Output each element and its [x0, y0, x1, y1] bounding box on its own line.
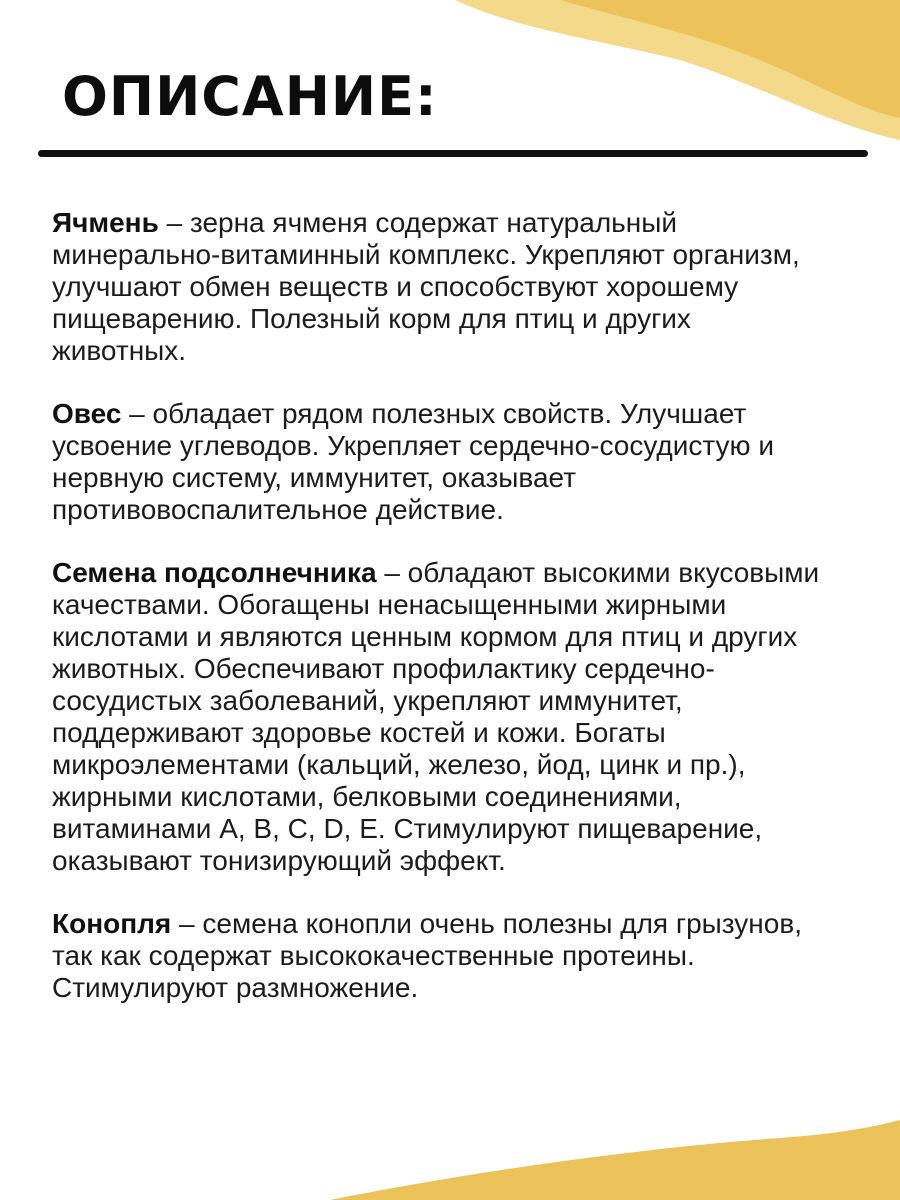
text-barley: – зерна ячменя содержат натуральный минерально-витаминный комплекс. Укрепляют организм, улучшают обмен веществ и способствуют хорошему пищеварению. Полезный корм для птиц и других животных.: [52, 207, 800, 366]
bottom-right-wave: [330, 1120, 900, 1200]
page-title: ОПИСАНИЕ:: [62, 65, 438, 128]
section-hemp: [52, 908, 832, 1004]
description-body: [52, 207, 832, 1035]
text-hemp: – семена конопли очень полезны для грызунов, так как содержат высококачественные протеины. Стимулируют размножение.: [52, 908, 802, 1003]
text-oats: – обладает рядом полезных свойств. Улучшает усвоение углеводов. Укрепляет сердечно-сосудистую и нервную систему, иммунитет, оказывает противовоспалительное действие.: [52, 398, 774, 525]
term-sunflower-seeds: Семена подсолнечника: [52, 557, 377, 588]
text-sunflower-seeds: – обладают высокими вкусовыми качествами. Обогащены ненасыщенными жирными кислотами и являются ценным кормом для птиц и других животных. Обеспечивают профилактику сердечно-сосудистых заболеваний, укрепляют иммунитет, поддерживают здоровье костей и кожи. Богаты микроэлементами (кальций, железо, йод, цинк и пр.), жирными кислотами, белковыми соединениями, витаминами A, B, C, D, E. Стимулируют пищеварение, оказывают тонизирующий эффект.: [52, 557, 820, 876]
top-right-wave: [560, 0, 900, 118]
term-oats: Овес: [52, 398, 122, 429]
section-barley: [52, 207, 832, 367]
title-divider: [38, 150, 868, 157]
term-hemp: Конопля: [52, 908, 172, 939]
section-oats: [52, 398, 832, 526]
top-right-wave-light: [455, 0, 900, 140]
term-barley: Ячмень: [52, 207, 159, 238]
section-sunflower-seeds: [52, 557, 832, 877]
